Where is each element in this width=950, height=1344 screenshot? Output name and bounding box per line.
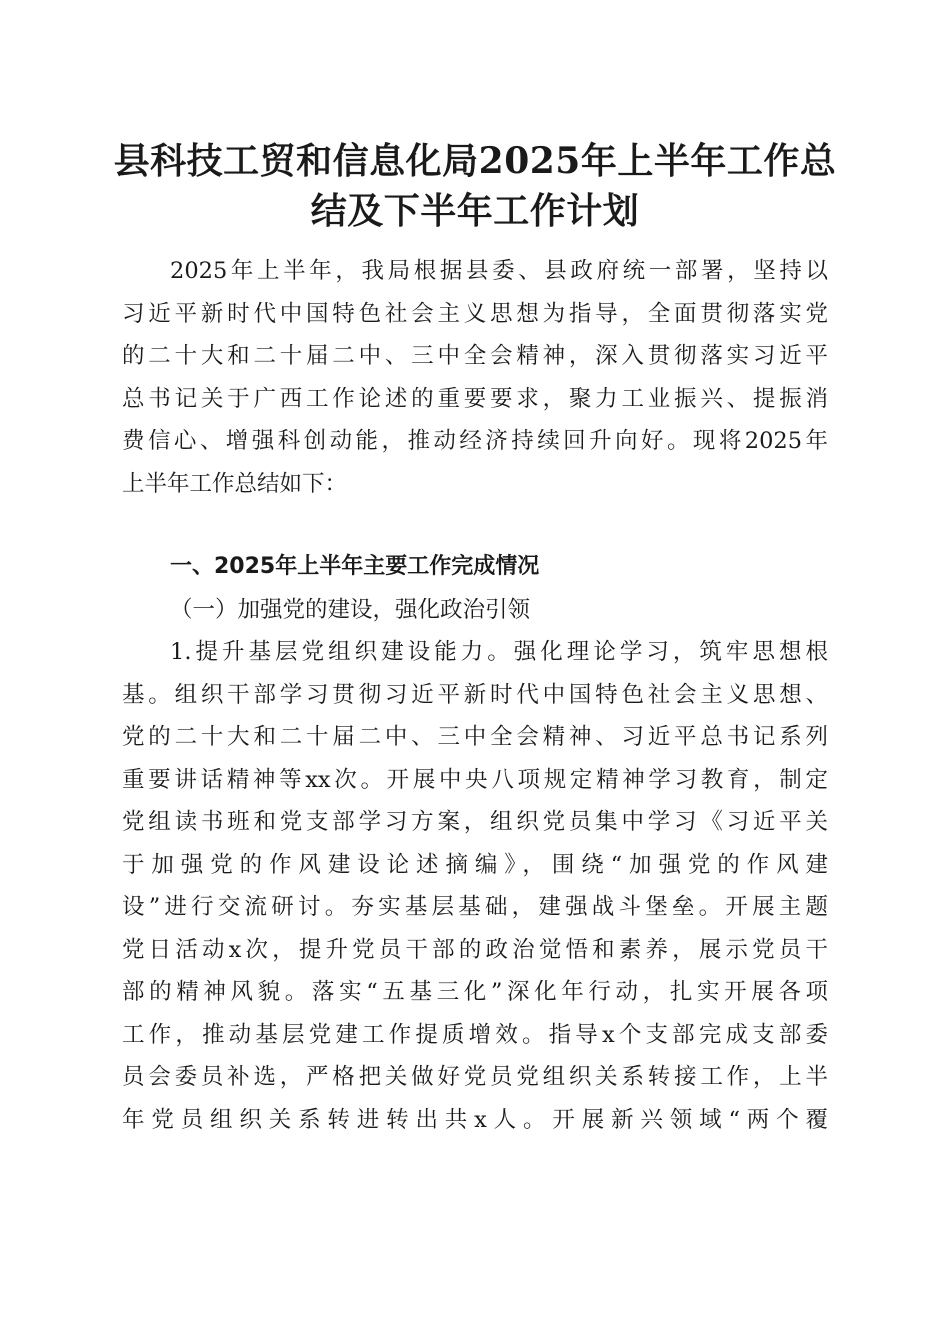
- paragraph-line: 年党员组织关系转进转出共x人。开展新兴领域“两个覆: [122, 1106, 828, 1133]
- paragraph-line: 设”进行交流研讨。夯实基层基础，建强战斗堡垒。开展主题: [122, 894, 828, 920]
- title-line-1: 县科技工贸和信息化局2025年上半年工作总: [113, 140, 837, 182]
- paragraph-line: 1.提升基层党组织建设能力。强化理论学习，筑牢思想根: [170, 639, 828, 665]
- paragraph-line: 党的二十大和二十届二中、三中全会精神、习近平总书记系列: [122, 724, 828, 750]
- paragraph-line: 于加强党的作风建设论述摘编》，围绕“加强党的作风建: [122, 851, 828, 878]
- section-heading: 一、2025年上半年主要工作完成情况: [170, 554, 540, 579]
- intro-line: 总书记关于广西工作论述的重要要求，聚力工业振兴、提振消: [122, 385, 828, 412]
- intro-line: 上半年工作总结如下：: [122, 470, 348, 497]
- paragraph-line: 员会委员补选，严格把关做好党员党组织关系转接工作，上半: [122, 1064, 828, 1090]
- paragraph-line: 部的精神风貌。落实“五基三化”深化年行动，扎实开展各项: [122, 979, 828, 1005]
- intro-line: 的二十大和二十届二中、三中全会精神，深入贯彻落实习近平: [122, 343, 828, 369]
- document-title: [100, 136, 850, 236]
- intro-line: 习近平新时代中国特色社会主义思想为指导，全面贯彻落实党: [122, 300, 828, 327]
- sub-heading: （一）加强党的建设，强化政治引领: [170, 597, 531, 623]
- paragraph-1: [122, 631, 828, 1141]
- intro-line: 2025年上半年，我局根据县委、县政府统一部署，坚持以: [170, 258, 828, 284]
- paragraph-line: 党组读书班和党支部学习方案，组织党员集中学习《习近平关: [122, 809, 828, 835]
- paragraph-line: 重要讲话精神等xx次。开展中央八项规定精神学习教育，制定: [122, 766, 828, 793]
- paragraph-line: 工作，推动基层党建工作提质增效。指导x个支部完成支部委: [122, 1021, 828, 1048]
- title-line-2: 结及下半年工作计划: [310, 190, 640, 232]
- intro-line: 费信心、增强科创动能，推动经济持续回升向好。现将2025年: [122, 428, 828, 454]
- paragraph-line: 党日活动x次，提升党员干部的政治觉悟和素养，展示党员干: [122, 936, 828, 963]
- intro-paragraph: [122, 250, 828, 505]
- paragraph-line: 基。组织干部学习贯彻习近平新时代中国特色社会主义思想、: [122, 681, 828, 708]
